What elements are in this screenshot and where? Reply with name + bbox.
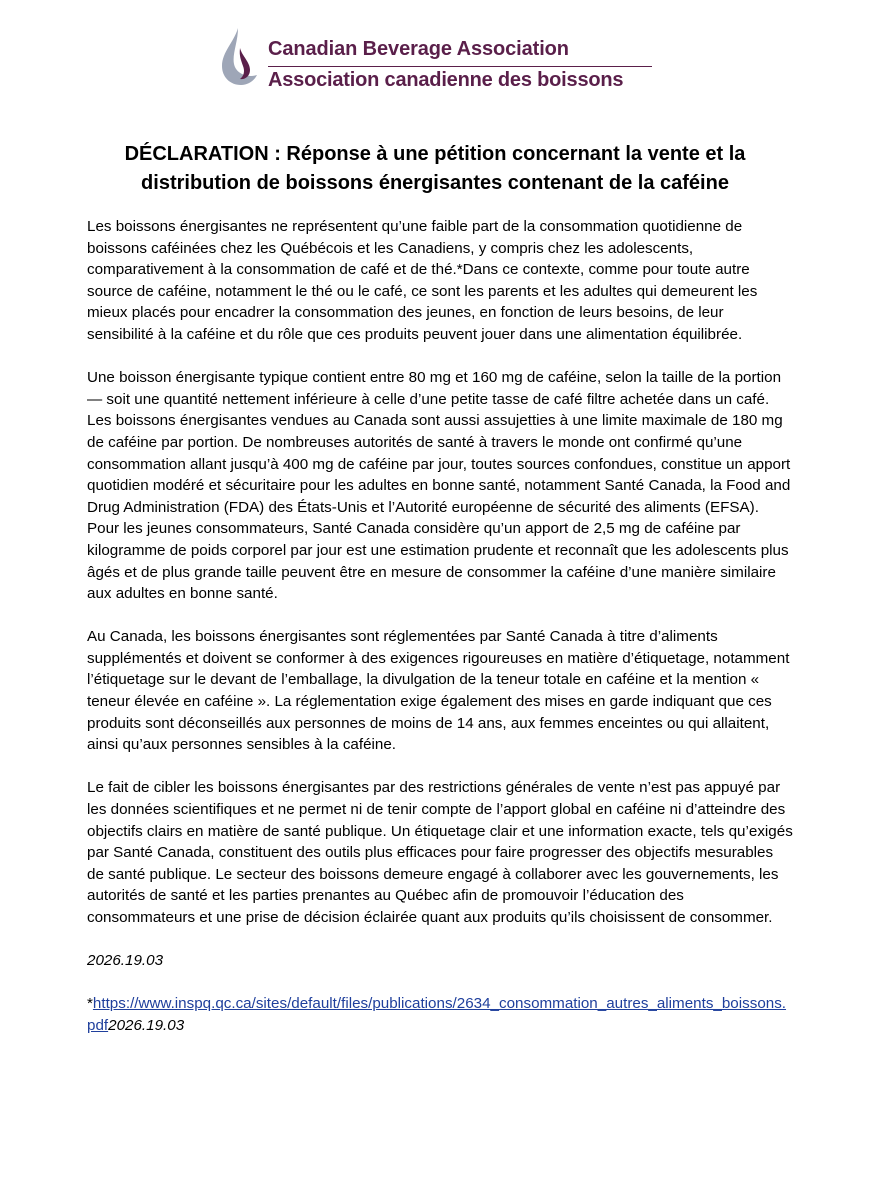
source-link[interactable]: https://www.inspq.qc.ca/sites/default/files/publications/2634_consommation_autres_aliments_boissons.pdf [87,995,787,1034]
logo-divider [268,66,652,67]
drop-logo-icon [214,26,260,88]
paragraph-4: Le fait de cibler les boissons énergisantes par des restrictions générales de vente n’est pas appuyé par les données scientifiques et ne permet ni de tenir compte de l’apport global en caféine ni d’atteindre des objectifs clairs en matière de santé publique. Un étiquetage clair et une information exacte, tels qu’exigés par Santé Canada, constituent des outils plus efficaces pour faire progresser des objectifs mesurables de santé publique. Le secteur des boissons demeure engagé à collaborer avec les gouvernements, les autorités de santé et les parties prenantes au Québec afin de promouvoir l’éducation des consommateurs et une prise de décision éclairée quant aux produits qu’ils choisissent de consommer. [87,779,793,926]
paragraph-2: Une boisson énergisante typique contient entre 80 mg et 160 mg de caféine, selon la taille de la portion — soit une quantité nettement inférieure à celle d’une petite tasse de café filtre achetée dans un café. Les boissons énergisantes vendues au Canada sont aussi assujetties à une limite maximale de 180 mg de caféine par portion. De nombreuses autorités de santé à travers le monde ont confirmé qu’une consommation allant jusqu’à 400 mg de caféine par jour, toutes sources confondues, constitue un apport quotidien modéré et sécuritaire pour les adultes en bonne santé, notamment Santé Canada, la Food and Drug Administration (FDA) des États-Unis et l’Autorité européenne de sécurité des aliments (EFSA). Pour les jeunes consommateurs, Santé Canada considère qu’un apport de 2,5 mg de caféine par kilogramme de poids corporel par jour est une estimation prudente et reconnaît que les adolescents plus âgés et de plus grande taille peuvent être en mesure de consommer la caféine d’une manière similaire aux adultes en bonne santé. [87,369,791,603]
statement-date: 2026.19.03 [87,952,164,970]
title-line-2: distribution de boissons énergisantes contenant de la caféine [141,172,729,194]
footnote-marker: * [87,995,93,1013]
statement-body [87,216,793,1058]
association-logo [214,24,674,94]
footnote-date: 2026.19.03 [108,1016,185,1034]
logo-name-french: Association canadienne des boissons [268,69,624,91]
logo-name-english: Canadian Beverage Association [268,38,569,60]
paragraph-3: Au Canada, les boissons énergisantes sont réglementées par Santé Canada à titre d’aliments supplémentés et doivent se conformer à des exigences rigoureuses en matière d’étiquetage, notamment l’étiquetage sur le devant de l’emballage, la divulgation de la teneur totale en caféine et la mention « teneur élevée en caféine ». La réglementation exige également des mises en garde indiquant que ces produits sont déconseillés aux personnes de moins de 14 ans, aux femmes enceintes ou qui allaitent, ainsi qu’aux personnes sensibles à la caféine. [87,628,790,754]
paragraph-1: Les boissons énergisantes ne représentent qu’une faible part de la consommation quotidienne de boissons caféinées chez les Québécois et les Canadiens, y compris chez les adolescents, comparativement à la consommation de café et de thé.*Dans ce contexte, comme pour toute autre source de caféine, notamment le thé ou le café, ce sont les parents et les adultes qui demeurent les mieux placés pour encadrer la consommation des jeunes, en fonction de leurs besoins, de leur sensibilité à la caféine et du rôle que ces produits peuvent jouer dans une alimentation équilibrée. [87,218,758,343]
footnote [87,993,793,1036]
title-line-1: DÉCLARATION : Réponse à une pétition concernant la vente et la [124,143,746,165]
page-title [60,140,810,198]
